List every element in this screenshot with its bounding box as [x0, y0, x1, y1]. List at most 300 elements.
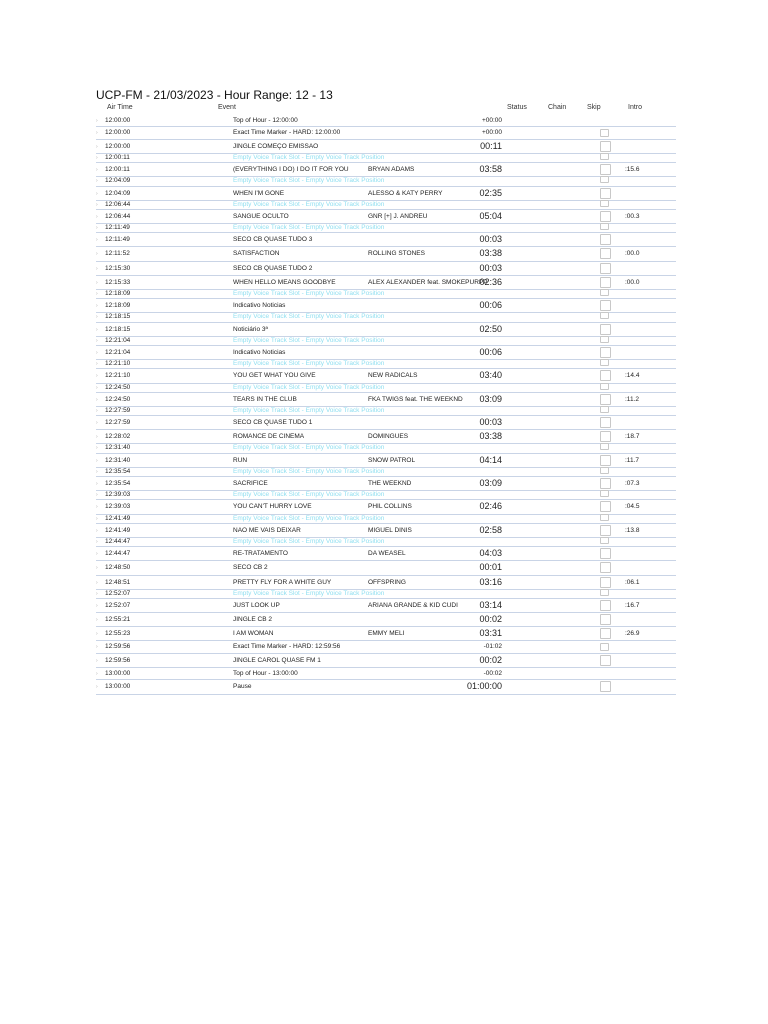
event-title: WHEN HELLO MEANS GOODBYE: [233, 278, 336, 286]
event-duration: 03:09: [479, 393, 502, 404]
skip-checkbox[interactable]: [600, 234, 611, 245]
row-marker-icon: ›: [96, 445, 98, 452]
air-time: 12:48:50: [105, 564, 131, 572]
row-marker-icon: ›: [96, 326, 98, 333]
playlist-row[interactable]: [96, 323, 676, 337]
air-time: 12:21:04: [105, 348, 131, 356]
event-duration: 05:04: [479, 210, 502, 221]
event-title: Empty Voice Track Slot - Empty Voice Track Position: [233, 467, 385, 475]
event-title: Pause: [233, 683, 252, 691]
skip-checkbox[interactable]: [600, 153, 609, 160]
skip-checkbox[interactable]: [600, 681, 611, 692]
skip-checkbox[interactable]: [600, 537, 609, 544]
event-artist: DA WEASEL: [368, 550, 406, 558]
row-marker-icon: ›: [96, 201, 98, 208]
playlist-row[interactable]: [96, 515, 676, 524]
air-time: 12:06:44: [105, 200, 131, 208]
row-marker-icon: ›: [96, 213, 98, 220]
air-time: 12:44:47: [105, 537, 131, 545]
col-event: Event: [218, 104, 236, 111]
air-time: 12:18:09: [105, 302, 131, 310]
skip-checkbox[interactable]: [600, 589, 609, 596]
event-title: Empty Voice Track Slot - Empty Voice Track Position: [233, 200, 385, 208]
skip-checkbox[interactable]: [600, 223, 609, 230]
skip-checkbox[interactable]: [600, 370, 611, 381]
event-duration: 00:01: [479, 562, 502, 573]
row-marker-icon: ›: [96, 190, 98, 197]
row-marker-icon: ›: [96, 657, 98, 664]
air-time: 12:35:54: [105, 480, 131, 488]
event-title: ROMANCE DE CINEMA: [233, 433, 305, 441]
event-title: Indicativo Noticias: [233, 348, 286, 356]
playlist-row[interactable]: [96, 233, 676, 247]
event-title: Empty Voice Track Slot - Empty Voice Track Position: [233, 383, 385, 391]
col-status: Status: [507, 104, 527, 111]
row-marker-icon: ›: [96, 291, 98, 298]
skip-checkbox[interactable]: [600, 562, 611, 573]
event-duration: 03:09: [479, 478, 502, 489]
playlist-row[interactable]: [96, 668, 676, 680]
event-title: Empty Voice Track Slot - Empty Voice Track Position: [233, 177, 385, 185]
air-time: 12:27:59: [105, 419, 131, 427]
event-title: TEARS IN THE CLUB: [233, 395, 297, 403]
row-marker-icon: ›: [96, 643, 98, 650]
event-title: Empty Voice Track Slot - Empty Voice Track Position: [233, 406, 385, 414]
air-time: 12:41:49: [105, 514, 131, 522]
col-chain: Chain: [548, 104, 567, 111]
event-title: SANGUE OCULTO: [233, 212, 289, 220]
event-duration: 04:03: [479, 548, 502, 559]
event-title: RE-TRATAMENTO: [233, 550, 288, 558]
air-time: 12:11:52: [105, 250, 130, 258]
playlist-row[interactable]: [96, 384, 676, 393]
air-time: 13:00:00: [105, 683, 131, 691]
playlist-row[interactable]: [96, 163, 676, 177]
skip-checkbox[interactable]: [600, 277, 611, 288]
playlist-row[interactable]: [96, 500, 676, 514]
air-time: 12:18:15: [105, 313, 131, 321]
event-duration: 04:14: [479, 454, 502, 465]
intro-time: :00.3: [625, 212, 640, 220]
event-artist: SNOW PATROL: [368, 456, 416, 464]
event-title: Empty Voice Track Slot - Empty Voice Track Position: [233, 537, 385, 545]
air-time: 12:18:09: [105, 290, 131, 298]
event-artist: THE WEEKND: [368, 480, 412, 488]
event-duration: 02:50: [479, 323, 502, 334]
playlist-row[interactable]: [96, 613, 676, 627]
intro-time: :14.4: [625, 372, 640, 380]
skip-checkbox[interactable]: [600, 406, 609, 413]
event-title: JINGLE COMEÇO EMISSAO: [233, 142, 319, 150]
row-marker-icon: ›: [96, 396, 98, 403]
air-time: 12:00:11: [105, 166, 130, 174]
intro-time: :11.7: [625, 456, 639, 464]
row-marker-icon: ›: [96, 407, 98, 414]
event-title: I AM WOMAN: [233, 630, 274, 638]
event-title: Empty Voice Track Slot - Empty Voice Track Position: [233, 290, 385, 298]
event-title: Empty Voice Track Slot - Empty Voice Track Position: [233, 444, 385, 452]
row-marker-icon: ›: [96, 515, 98, 522]
playlist-row[interactable]: [96, 154, 676, 163]
event-duration: -00:02: [483, 669, 502, 677]
event-duration: 00:03: [479, 234, 502, 245]
air-time: 12:21:10: [105, 360, 131, 368]
skip-checkbox[interactable]: [600, 312, 609, 319]
skip-checkbox[interactable]: [600, 200, 609, 207]
skip-checkbox[interactable]: [600, 417, 611, 428]
skip-checkbox[interactable]: [600, 359, 609, 366]
event-duration: 00:02: [479, 614, 502, 625]
event-title: PRETTY FLY FOR A WHITE GUY: [233, 578, 332, 586]
event-title: Exact Time Marker - HARD: 12:59:56: [233, 642, 341, 650]
row-marker-icon: ›: [96, 631, 98, 638]
row-marker-icon: ›: [96, 349, 98, 356]
row-marker-icon: ›: [96, 602, 98, 609]
event-title: Empty Voice Track Slot - Empty Voice Track Position: [233, 313, 385, 321]
row-marker-icon: ›: [96, 538, 98, 545]
playlist-row[interactable]: [96, 641, 676, 653]
playlist-row[interactable]: [96, 276, 676, 290]
playlist-row[interactable]: [96, 115, 676, 127]
air-time: 12:39:03: [105, 491, 131, 499]
air-time: 12:11:49: [105, 236, 130, 244]
air-time: 12:04:09: [105, 177, 131, 185]
air-time: 12:52:07: [105, 601, 131, 609]
event-title: SECO CB 2: [233, 564, 268, 572]
playlist-row[interactable]: [96, 247, 676, 261]
playlist-row[interactable]: [96, 201, 676, 210]
skip-checkbox[interactable]: [600, 628, 611, 639]
col-air-time: Air Time: [107, 104, 133, 111]
event-title: SECO CB QUASE TUDO 2: [233, 264, 313, 272]
event-duration: 03:58: [479, 164, 502, 175]
playlist-row[interactable]: [96, 454, 676, 468]
playlist-row[interactable]: [96, 140, 676, 154]
air-time: 12:31:40: [105, 444, 131, 452]
air-time: 12:15:30: [105, 264, 131, 272]
air-time: 12:55:23: [105, 630, 131, 638]
event-title: Empty Voice Track Slot - Empty Voice Track Position: [233, 336, 385, 344]
skip-checkbox[interactable]: [600, 501, 611, 512]
event-title: YOU CAN'T HURRY LOVE: [233, 503, 312, 511]
playlist-row[interactable]: [96, 262, 676, 276]
intro-time: :04.5: [625, 503, 640, 511]
skip-checkbox[interactable]: [600, 263, 611, 274]
air-time: 12:27:59: [105, 406, 131, 414]
row-marker-icon: ›: [96, 457, 98, 464]
col-intro: Intro: [628, 104, 643, 111]
row-marker-icon: ›: [96, 468, 98, 475]
row-marker-icon: ›: [96, 565, 98, 572]
event-title: RUN: [233, 456, 248, 464]
report-title: UCP-FM - 21/03/2023 - Hour Range: 12 - 13: [96, 88, 333, 102]
event-title: SECO CB QUASE TUDO 1: [233, 419, 313, 427]
event-artist: ALEX ALEXANDER feat. SMOKEPURPP: [368, 278, 488, 286]
event-duration: 03:16: [479, 576, 502, 587]
playlist-row[interactable]: [96, 210, 676, 224]
playlist-row[interactable]: [96, 590, 676, 599]
air-time: 12:06:44: [105, 212, 131, 220]
air-time: 12:04:09: [105, 189, 131, 197]
intro-time: :11.2: [625, 395, 639, 403]
playlist-row[interactable]: [96, 430, 676, 444]
row-marker-icon: ›: [96, 527, 98, 534]
skip-checkbox[interactable]: [600, 443, 609, 450]
event-duration: 02:36: [479, 276, 502, 287]
row-marker-icon: ›: [96, 504, 98, 511]
skip-checkbox[interactable]: [600, 600, 611, 611]
playlist-row[interactable]: [96, 468, 676, 477]
playlist-row[interactable]: [96, 599, 676, 613]
event-artist: FKA TWIGS feat. THE WEEKND: [368, 395, 463, 403]
air-time: 12:21:10: [105, 372, 131, 380]
playlist-row[interactable]: [96, 187, 676, 201]
skip-checkbox[interactable]: [600, 655, 611, 666]
event-artist: ROLLING STONES: [368, 250, 425, 258]
intro-time: :13.8: [625, 526, 640, 534]
skip-checkbox[interactable]: [600, 324, 611, 335]
skip-checkbox[interactable]: [600, 514, 609, 521]
air-time: 12:55:21: [105, 616, 131, 624]
skip-checkbox[interactable]: [600, 347, 611, 358]
playlist-row[interactable]: [96, 524, 676, 538]
playlist-row[interactable]: [96, 407, 676, 416]
skip-checkbox[interactable]: [600, 211, 611, 222]
row-marker-icon: ›: [96, 684, 98, 691]
event-duration: 03:38: [479, 431, 502, 442]
intro-time: :18.7: [625, 433, 640, 441]
event-duration: -01:02: [483, 642, 502, 650]
event-title: (EVERYTHING I DO) I DO IT FOR YOU: [233, 166, 349, 174]
event-title: Empty Voice Track Slot - Empty Voice Track Position: [233, 153, 385, 161]
event-title: Empty Voice Track Slot - Empty Voice Track Position: [233, 514, 385, 522]
air-time: 12:00:00: [105, 128, 131, 136]
intro-time: :07.3: [625, 480, 640, 488]
playlist-row[interactable]: [96, 177, 676, 186]
skip-checkbox[interactable]: [600, 394, 611, 405]
skip-checkbox[interactable]: [600, 141, 611, 152]
air-time: 12:48:51: [105, 578, 131, 586]
row-marker-icon: ›: [96, 237, 98, 244]
row-marker-icon: ›: [96, 129, 98, 136]
event-title: Empty Voice Track Slot - Empty Voice Track Position: [233, 360, 385, 368]
row-marker-icon: ›: [96, 579, 98, 586]
row-marker-icon: ›: [96, 384, 98, 391]
row-marker-icon: ›: [96, 251, 98, 258]
row-marker-icon: ›: [96, 373, 98, 380]
event-duration: 00:06: [479, 300, 502, 311]
event-title: Exact Time Marker - HARD: 12:00:00: [233, 128, 341, 136]
event-title: JINGLE CB 2: [233, 616, 273, 624]
row-marker-icon: ›: [96, 492, 98, 499]
air-time: 12:39:03: [105, 503, 131, 511]
playlist-row[interactable]: [96, 547, 676, 561]
row-marker-icon: ›: [96, 337, 98, 344]
skip-checkbox[interactable]: [600, 577, 611, 588]
event-title: SECO CB QUASE TUDO 3: [233, 236, 313, 244]
event-title: Top of Hour - 12:00:00: [233, 116, 298, 124]
skip-checkbox[interactable]: [600, 129, 609, 137]
event-duration: 00:03: [479, 262, 502, 273]
col-skip: Skip: [587, 104, 601, 111]
skip-checkbox[interactable]: [600, 490, 609, 497]
intro-time: :00.0: [625, 278, 640, 286]
event-artist: NEW RADICALS: [368, 372, 418, 380]
event-duration: 02:58: [479, 524, 502, 535]
event-title: JINGLE CAROL QUASE FM 1: [233, 656, 321, 664]
intro-time: :16.7: [625, 601, 640, 609]
air-time: 12:59:56: [105, 656, 131, 664]
row-marker-icon: ›: [96, 167, 98, 174]
event-title: Indicativo Noticias: [233, 302, 286, 310]
event-artist: ALESSO & KATY PERRY: [368, 189, 443, 197]
event-artist: PHIL COLLINS: [368, 503, 412, 511]
air-time: 12:52:07: [105, 589, 131, 597]
event-duration: 03:40: [479, 370, 502, 381]
row-marker-icon: ›: [96, 303, 98, 310]
event-title: Empty Voice Track Slot - Empty Voice Track Position: [233, 491, 385, 499]
intro-time: :06.1: [625, 578, 640, 586]
event-duration: 02:46: [479, 501, 502, 512]
row-marker-icon: ›: [96, 590, 98, 597]
intro-time: :15.6: [625, 166, 640, 174]
playlist-row[interactable]: [96, 337, 676, 346]
event-duration: 03:38: [479, 248, 502, 259]
event-title: Empty Voice Track Slot - Empty Voice Track Position: [233, 589, 385, 597]
event-duration: 00:03: [479, 417, 502, 428]
row-marker-icon: ›: [96, 670, 98, 677]
row-marker-icon: ›: [96, 314, 98, 321]
playlist-row[interactable]: [96, 444, 676, 453]
skip-checkbox[interactable]: [600, 164, 611, 175]
playlist-row[interactable]: [96, 299, 676, 313]
event-artist: EMMY MELI: [368, 630, 405, 638]
air-time: 12:00:11: [105, 153, 130, 161]
row-marker-icon: ›: [96, 481, 98, 488]
event-title: JUST LOOK UP: [233, 601, 280, 609]
skip-checkbox[interactable]: [600, 455, 611, 466]
event-title: Top of Hour - 13:00:00: [233, 669, 298, 677]
row-marker-icon: ›: [96, 143, 98, 150]
air-time: 12:35:54: [105, 467, 131, 475]
playlist-row[interactable]: [96, 127, 676, 139]
skip-checkbox[interactable]: [600, 248, 611, 259]
event-title: Empty Voice Track Slot - Empty Voice Track Position: [233, 224, 385, 232]
event-duration: 00:06: [479, 346, 502, 357]
playlist-row[interactable]: [96, 538, 676, 547]
playlist-row[interactable]: [96, 477, 676, 491]
playlist-row[interactable]: [96, 346, 676, 360]
playlist-row[interactable]: [96, 313, 676, 322]
event-artist: GNR [+] J. ANDREU: [368, 212, 428, 220]
skip-checkbox[interactable]: [600, 289, 609, 296]
event-title: WHEN I'M GONE: [233, 189, 285, 197]
playlist-row[interactable]: [96, 627, 676, 641]
skip-checkbox[interactable]: [600, 300, 611, 311]
event-artist: DOMINGUES: [368, 433, 409, 441]
event-duration: +00:00: [481, 128, 502, 136]
skip-checkbox[interactable]: [600, 548, 611, 559]
playlist-row[interactable]: [96, 290, 676, 299]
air-time: 12:31:40: [105, 456, 131, 464]
event-duration: 03:14: [479, 599, 502, 610]
air-time: 12:24:50: [105, 383, 131, 391]
playlist-row[interactable]: [96, 680, 676, 694]
air-time: 12:00:00: [105, 142, 131, 150]
air-time: 12:41:49: [105, 526, 131, 534]
air-time: 12:21:04: [105, 336, 131, 344]
air-time: 12:00:00: [105, 116, 131, 124]
air-time: 12:11:49: [105, 224, 130, 232]
playlist-row[interactable]: [96, 360, 676, 369]
air-time: 13:00:00: [105, 669, 131, 677]
playlist-row[interactable]: [96, 369, 676, 383]
event-title: Noticiário 3ª: [233, 325, 268, 333]
skip-checkbox[interactable]: [600, 431, 611, 442]
event-duration: 01:00:00: [466, 681, 502, 692]
row-marker-icon: ›: [96, 617, 98, 624]
playlist-row[interactable]: [96, 224, 676, 233]
skip-checkbox[interactable]: [600, 467, 609, 474]
playlist-table: [96, 115, 676, 695]
event-title: SATISFACTION: [233, 250, 280, 258]
air-time: 12:15:33: [105, 278, 131, 286]
skip-checkbox[interactable]: [600, 188, 611, 199]
air-time: 12:59:56: [105, 642, 131, 650]
air-time: 12:24:50: [105, 395, 131, 403]
row-marker-icon: ›: [96, 279, 98, 286]
row-marker-icon: ›: [96, 154, 98, 161]
playlist-row[interactable]: [96, 491, 676, 500]
playlist-row[interactable]: [96, 576, 676, 590]
row-marker-icon: ›: [96, 178, 98, 185]
event-title: SACRIFICE: [233, 480, 268, 488]
event-artist: BRYAN ADAMS: [368, 166, 415, 174]
skip-checkbox[interactable]: [600, 176, 609, 183]
event-artist: ARIANA GRANDE & KID CUDI: [368, 601, 458, 609]
intro-time: :26.9: [625, 630, 640, 638]
skip-checkbox[interactable]: [600, 336, 609, 343]
skip-checkbox[interactable]: [600, 525, 611, 536]
event-artist: OFFSPRING: [368, 578, 406, 586]
playlist-row[interactable]: [96, 561, 676, 575]
event-duration: 03:31: [479, 628, 502, 639]
row-marker-icon: ›: [96, 434, 98, 441]
row-marker-icon: ›: [96, 361, 98, 368]
playlist-row[interactable]: [96, 393, 676, 407]
event-duration: 02:35: [479, 187, 502, 198]
event-title: NAO ME VAIS DEIXAR: [233, 526, 301, 534]
intro-time: :00.0: [625, 250, 640, 258]
event-duration: +00:00: [481, 116, 502, 124]
playlist-row[interactable]: [96, 416, 676, 430]
row-marker-icon: ›: [96, 117, 98, 124]
skip-checkbox[interactable]: [600, 643, 609, 651]
skip-checkbox[interactable]: [600, 478, 611, 489]
event-duration: 00:02: [479, 654, 502, 665]
event-title: YOU GET WHAT YOU GIVE: [233, 372, 316, 380]
skip-checkbox[interactable]: [600, 614, 611, 625]
row-marker-icon: ›: [96, 225, 98, 232]
air-time: 12:44:47: [105, 550, 131, 558]
event-duration: 00:11: [480, 140, 502, 151]
air-time: 12:28:02: [105, 433, 131, 441]
playlist-row[interactable]: [96, 654, 676, 668]
skip-checkbox[interactable]: [600, 383, 609, 390]
row-marker-icon: ›: [96, 265, 98, 272]
event-artist: MIGUEL DINIS: [368, 526, 412, 534]
row-marker-icon: ›: [96, 420, 98, 427]
